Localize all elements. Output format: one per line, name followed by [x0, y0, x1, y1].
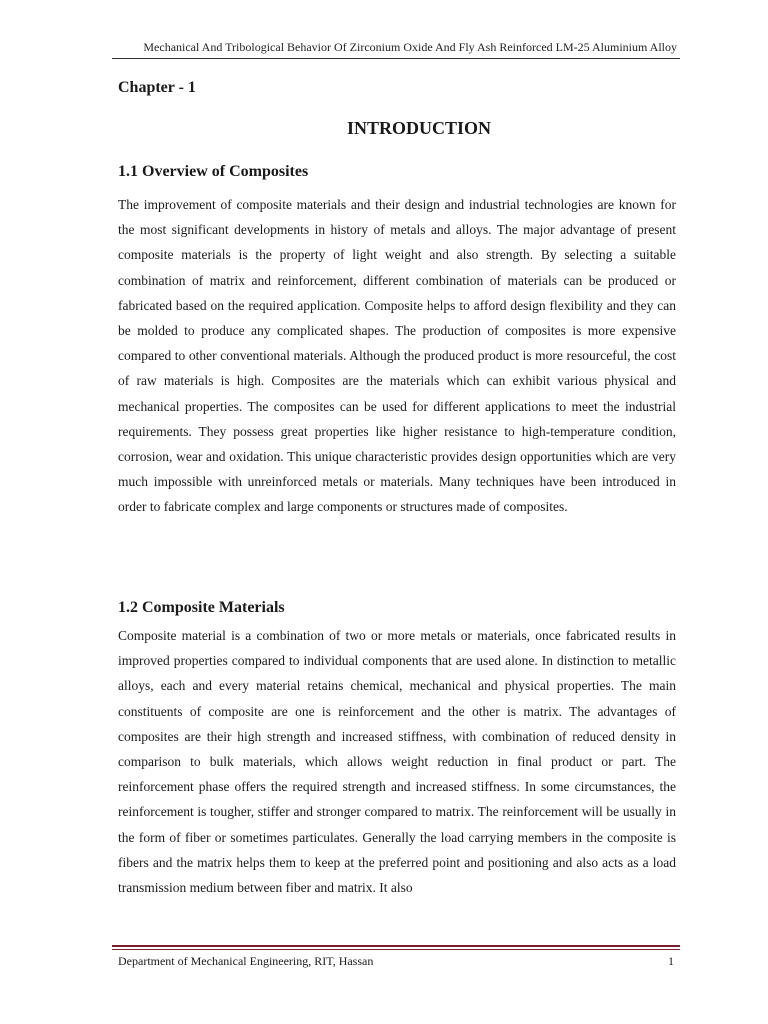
chapter-title: INTRODUCTION [346, 118, 492, 138]
footer-department: Department of Mechanical Engineering, RIT, Hassan [118, 954, 374, 968]
chapter-label: Chapter - 1 [118, 79, 196, 96]
page-number: 1 [668, 954, 674, 968]
header-rule [112, 58, 680, 59]
section-heading-overview: 1.1 Overview of Composites [118, 163, 309, 180]
footer-rule [112, 945, 680, 947]
section-heading-composite-materials: 1.2 Composite Materials [118, 599, 285, 616]
section-body-composite-materials: Composite material is a combination of two or more metals or materials, once fabricated results in improved properties compared to individual components that are used alone. In distinction to metallic alloys, each and every material retains chemical, mechanical and physical properties. The main constituents of composite are one is reinforcement and the other is matrix. The advantages of composites are their high strength and increased stiffness, with combination of reduced density in comparison to bulk materials, which allows weight reduction in final product or part. The reinforcement phase offers the required strength and increased stiffness. In some circumstances, the reinforcement is tougher, stiffer and stronger compared to matrix. The reinforcement will be usually in the form of fiber or sometimes particulates. Generally the load carrying members in the composite is fibers and the matrix helps them to keep at the preferred point and positioning and also acts as a load transmission medium between fiber and matrix. It also [118, 628, 676, 896]
footer-rule-thin [112, 949, 680, 950]
running-header: Mechanical And Tribological Behavior Of Zirconium Oxide And Fly Ash Reinforced LM-25 Aluminium Alloy [143, 40, 677, 54]
section-body-overview: The improvement of composite materials and their design and industrial technologies are known for the most significant developments in history of metals and alloys. The major advantage of present composite materials is the property of light weight and also strength. By selecting a suitable combination of matrix and reinforcement, different combination of materials can be produced or fabricated based on the required application. Composite helps to afford design flexibility and they can be molded to produce any complicated shapes. The production of composites is more expensive compared to other conventional materials. Although the produced product is more resourceful, the cost of raw materials is high. Composites are the materials which can exhibit various physical and mechanical properties. The composites can be used for different applications to meet the industrial requirements. They possess great properties like higher resistance to high-temperature condition, corrosion, wear and oxidation. This unique characteristic provides design opportunities which are very much impossible with unreinforced metals or materials. Many techniques have been introduced in order to fabricate complex and large components or structures made of composites. [118, 197, 676, 515]
